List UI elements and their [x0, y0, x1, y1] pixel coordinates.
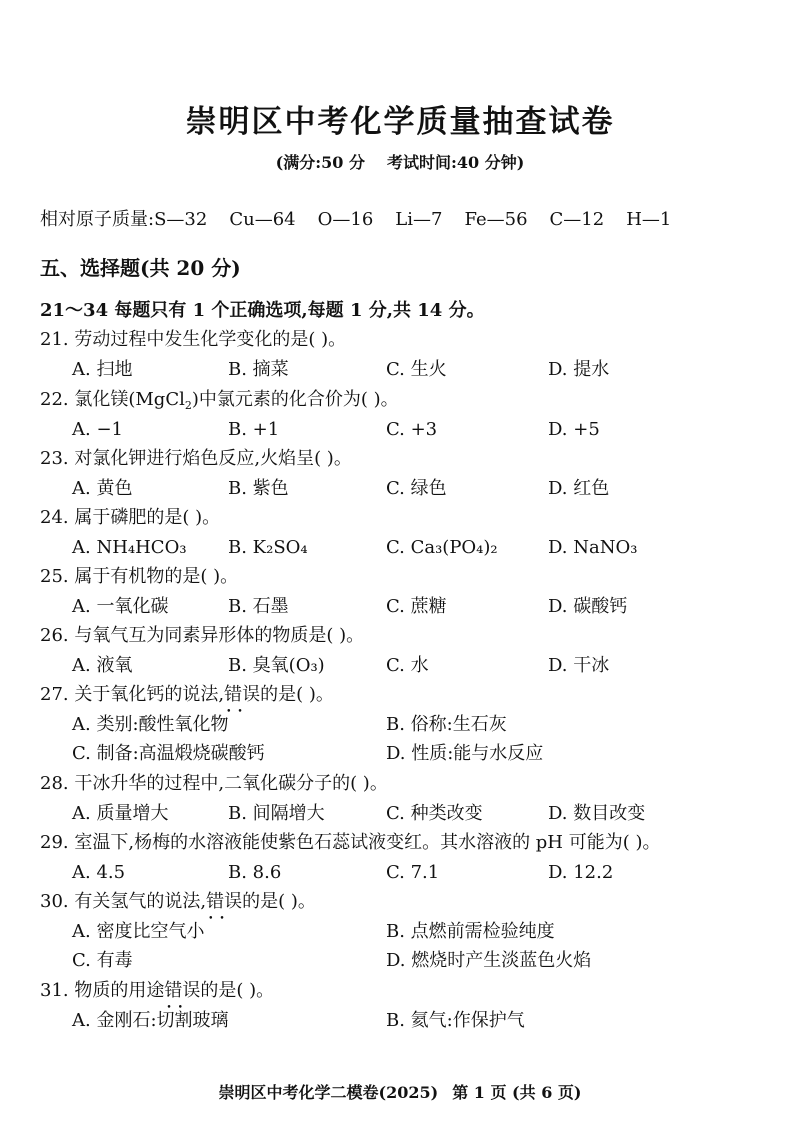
- question-stem: [40, 890, 316, 914]
- option: C. 制备:高温煅烧碳酸钙: [72, 743, 265, 764]
- question-stem: 23. 对氯化钾进行焰色反应,火焰呈( )。: [40, 448, 352, 469]
- option: C. 生火: [386, 359, 447, 380]
- option: A. NH₄HCO₃: [72, 537, 187, 558]
- stem-text: 的是( )。: [242, 891, 316, 912]
- exam-time: 考试时间:40 分钟): [387, 153, 525, 172]
- section-instruction: 21～34 每题只有 1 个正确选项,每题 1 分,共 14 分。: [40, 300, 485, 321]
- stem-text: 30. 有关氢气的说法,: [40, 891, 207, 912]
- atomic-mass-line: [40, 205, 693, 231]
- question-stem: 25. 属于有机物的是( )。: [40, 566, 239, 587]
- atomic-mass-item: Cu—64: [229, 209, 296, 230]
- option: A. 一氧化碳: [72, 596, 169, 617]
- emphasized-word: 错误 ••: [224, 684, 260, 705]
- option: D. 数目改变: [548, 803, 646, 824]
- option: C. 蔗糖: [386, 596, 447, 617]
- atomic-mass-item: C—12: [549, 209, 605, 230]
- option: B. 8.6: [228, 862, 282, 883]
- question-stem: 29. 室温下,杨梅的水溶液能使紫色石蕊试液变红。其水溶液的 pH 可能为( )。: [40, 832, 661, 853]
- option: A. 密度比空气小: [72, 921, 205, 942]
- option: D. NaNO₃: [548, 537, 638, 558]
- option: B. K₂SO₄: [228, 537, 308, 558]
- atomic-mass-item: Li—7: [395, 209, 443, 230]
- option: A. 类别:酸性氧化物: [72, 714, 229, 735]
- option: D. 12.2: [548, 862, 614, 883]
- stem-text: 的是( )。: [200, 980, 275, 1001]
- option: D. +5: [548, 419, 600, 440]
- option: A. 4.5: [72, 862, 126, 883]
- subscript: 2: [184, 399, 192, 412]
- question-stem: 21. 劳动过程中发生化学变化的是( )。: [40, 329, 347, 350]
- option: B. 臭氧(O₃): [228, 655, 325, 676]
- stem-text: 22. 氯化镁(MgCl: [40, 389, 185, 410]
- option: B. 俗称:生石灰: [386, 714, 507, 735]
- question-stem: [40, 979, 274, 1003]
- option: B. 氦气:作保护气: [386, 1010, 525, 1031]
- stem-text: 27. 关于氧化钙的说法,: [40, 684, 225, 705]
- option: C. 水: [386, 655, 429, 676]
- stem-text: 31. 物质的用途: [40, 980, 165, 1001]
- option: A. −1: [72, 419, 123, 440]
- option: C. +3: [386, 419, 438, 440]
- option: D. 红色: [548, 478, 610, 499]
- full-score: (满分:50 分: [275, 153, 365, 172]
- option: D. 干冰: [548, 655, 610, 676]
- stem-text: 的是( )。: [260, 684, 334, 705]
- atomic-mass-label: 相对原子质量:: [40, 209, 155, 230]
- option: C. 绿色: [386, 478, 447, 499]
- option: D. 燃烧时产生淡蓝色火焰: [386, 950, 592, 971]
- option: C. Ca₃(PO₄)₂: [386, 537, 498, 558]
- option: B. +1: [228, 419, 280, 440]
- page-footer: [0, 1080, 800, 1103]
- exam-title: 崇明区中考化学质量抽查试卷: [185, 104, 615, 140]
- option: D. 提水: [548, 359, 610, 380]
- option: C. 7.1: [386, 862, 440, 883]
- option: C. 有毒: [72, 950, 133, 971]
- footer-page-number: 第 1 页 (共 6 页): [452, 1083, 582, 1102]
- atomic-mass-item: Fe—56: [464, 209, 528, 230]
- atomic-mass-item: O—16: [317, 209, 374, 230]
- option: C. 种类改变: [386, 803, 483, 824]
- option: B. 摘菜: [228, 359, 289, 380]
- option: A. 质量增大: [72, 803, 169, 824]
- option: A. 液氧: [72, 655, 133, 676]
- question-stem: [40, 683, 334, 707]
- option: B. 紫色: [228, 478, 289, 499]
- emphasized-word: 错误 ••: [206, 891, 242, 912]
- section-heading: 五、选择题(共 20 分): [40, 256, 241, 280]
- stem-text: )中氯元素的化合价为( )。: [191, 389, 399, 410]
- question-stem: 24. 属于磷肥的是( )。: [40, 507, 221, 528]
- question-stem: 26. 与氧气互为同素异形体的物质是( )。: [40, 625, 365, 646]
- footer-exam-name: 崇明区中考化学二模卷(2025): [218, 1083, 439, 1102]
- option: A. 黄色: [72, 478, 133, 499]
- exam-subtitle: [0, 150, 800, 173]
- atomic-mass-item: S—32: [154, 209, 208, 230]
- atomic-mass-item: H—1: [626, 209, 672, 230]
- option: B. 石墨: [228, 596, 289, 617]
- emphasized-word: 错误 ••: [164, 980, 200, 1001]
- option: D. 碳酸钙: [548, 596, 628, 617]
- question-stem: [40, 388, 399, 412]
- option: B. 点燃前需检验纯度: [386, 921, 555, 942]
- question-stem: 28. 干冰升华的过程中,二氧化碳分子的( )。: [40, 773, 388, 794]
- option: D. 性质:能与水反应: [386, 743, 544, 764]
- option: A. 金刚石:切割玻璃: [72, 1010, 229, 1031]
- option: B. 间隔增大: [228, 803, 325, 824]
- option: A. 扫地: [72, 359, 133, 380]
